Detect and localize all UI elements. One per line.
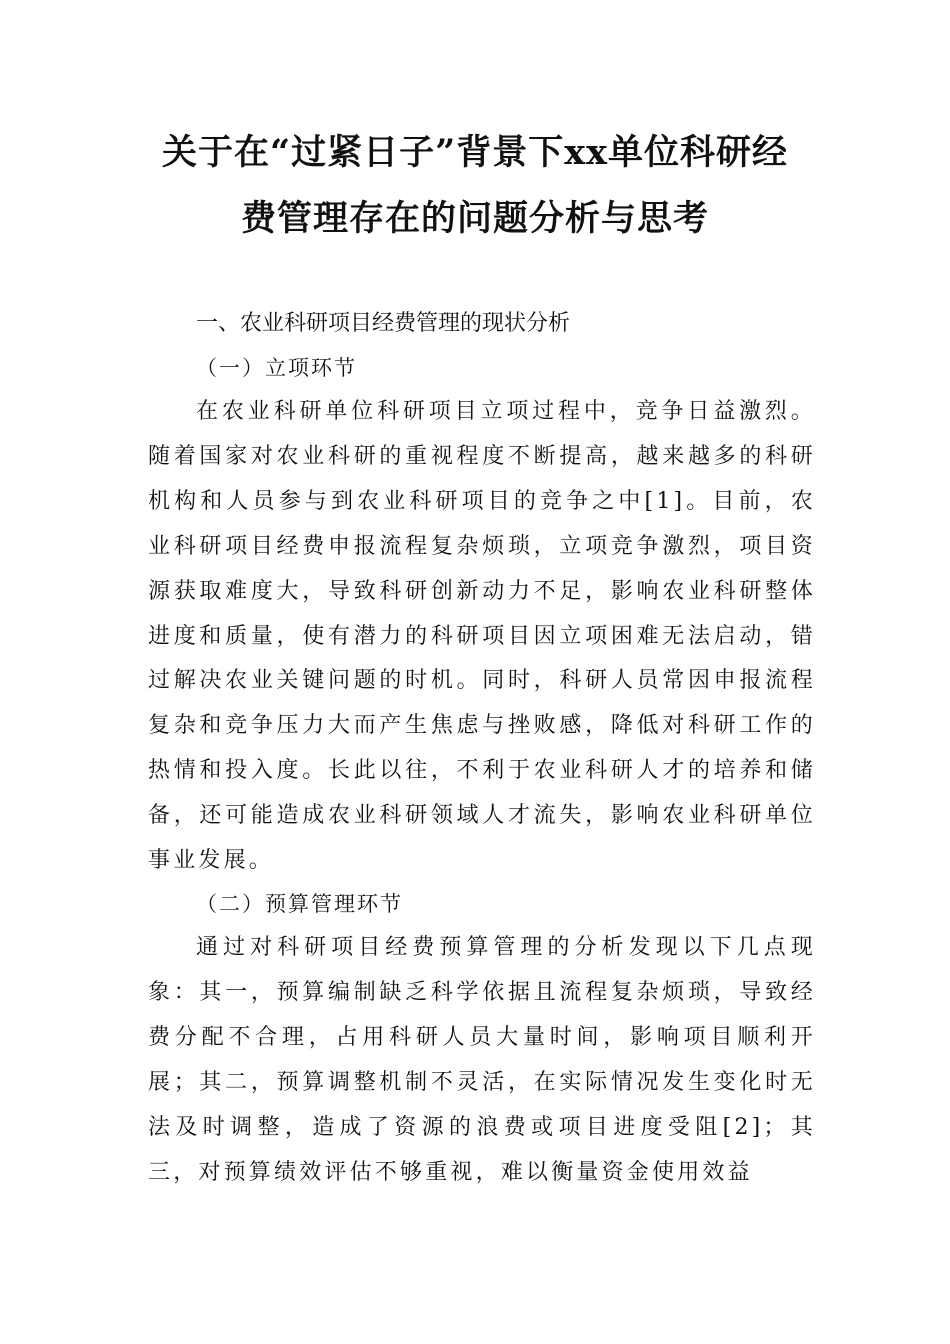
paragraph-budget-management: 通过对科研项目经费预算管理的分析发现以下几点现象：其一，预算编制缺乏科学依据且流程复杂烦琐，导致经费分配不合理，占用科研人员大量时间，影响项目顺利开展；其二，预算调整机制不灵活，在实际情况发生变化时无法及时调整，造成了资源的浪费或项目进度受阻[2]；其三，对预算绩效评估不够重视，难以衡量资金使用效益 [148,935,816,1185]
subsection-heading-2: （二）预算管理环节 [196,892,403,916]
document-title-line-2: 费管理存在的问题分析与思考 [240,198,709,239]
section-heading-1: 一、农业科研项目经费管理的现状分析 [196,311,571,336]
document-title-line-1: 关于在“过紧日子”背景下xx单位科研经 [162,132,788,173]
paragraph-project-approval: 在农业科研单位科研项目立项过程中，竞争日益激烈。随着国家对农业科研的重视程度不断提高，越来越多的科研机构和人员参与到农业科研项目的竞争之中[1]。目前，农业科研项目经费申报流程复杂烦琐，立项竞争激烈，项目资源获取难度大，导致科研创新动力不足，影响农业科研整体进度和质量，使有潜力的科研项目因立项困难无法启动，错过解决农业关键问题的时机。同时，科研人员常因申报流程复杂和竞争压力大而产生焦虑与挫败感，降低对科研工作的热情和投入度。长此以往，不利于农业科研人才的培养和储备，还可能造成农业科研领域人才流失，影响农业科研单位事业发展。 [148,399,816,874]
subsection-heading-1: （一）立项环节 [196,356,357,380]
